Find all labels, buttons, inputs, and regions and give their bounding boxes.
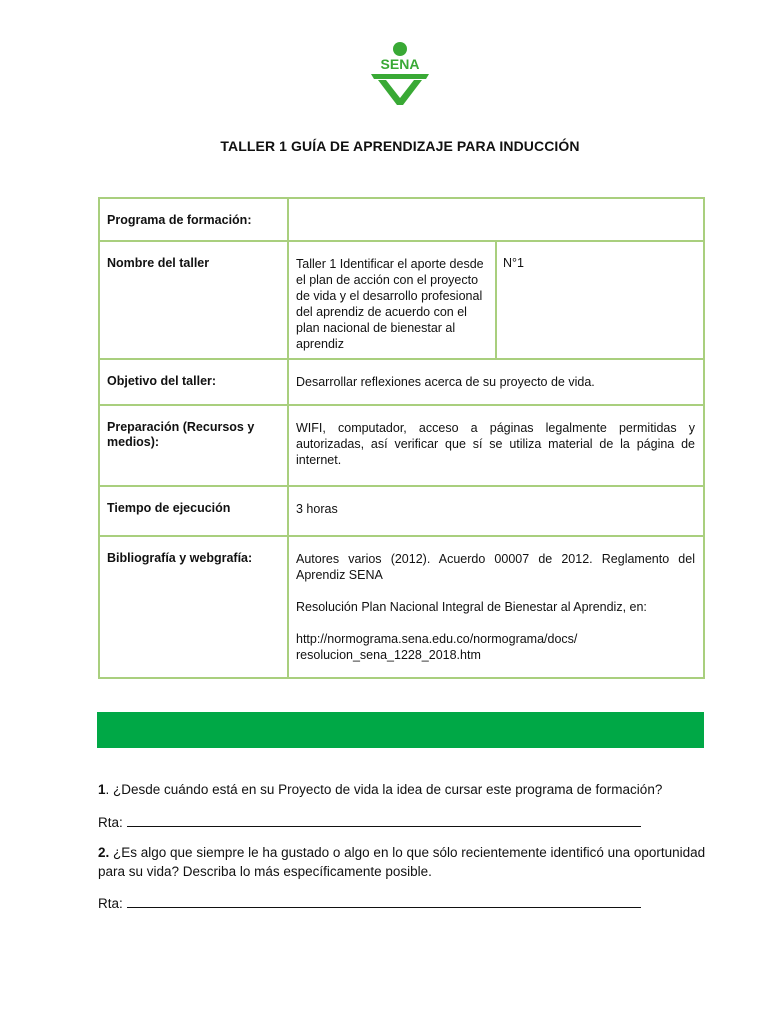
logo-text: SENA xyxy=(380,56,420,72)
taller-number: N°1 xyxy=(496,241,704,359)
biblio-url-part1: http://normograma.sena.edu.co/normograma/docs/ xyxy=(296,632,578,646)
question-2 xyxy=(98,843,708,881)
answer-line-1[interactable] xyxy=(98,814,641,830)
answer-blank[interactable] xyxy=(127,895,641,908)
question-number: 2. xyxy=(98,845,110,860)
question-text: ¿Es algo que siempre le ha gustado o algo en lo que sólo recientemente identificó una oportunidad para su vida? Describa lo más específicamente posible. xyxy=(98,845,706,879)
biblio-link[interactable] xyxy=(296,631,695,663)
question-number: 1 xyxy=(98,782,106,797)
nombre-value: Taller 1 Identificar el aporte desde el plan de acción con el proyecto de vida y el desarrollo profesional del aprendiz de acuerdo con el plan nacional de bienestar al aprendiz xyxy=(288,241,496,359)
info-table xyxy=(98,197,705,679)
answer-blank[interactable] xyxy=(127,814,641,827)
tiempo-value: 3 horas xyxy=(288,486,704,536)
biblio-value xyxy=(288,536,704,678)
biblio-url-part2: resolucion_sena_1228_2018.htm xyxy=(296,648,481,662)
nombre-label: Nombre del taller xyxy=(99,241,288,359)
section-divider-bar xyxy=(97,712,704,748)
table-row xyxy=(99,359,704,405)
preparacion-label: Preparación (Recursos y medios): xyxy=(99,405,288,486)
logo-head-icon xyxy=(393,42,407,56)
table-row xyxy=(99,241,704,359)
table-row xyxy=(99,486,704,536)
programa-label: Programa de formación: xyxy=(99,198,288,241)
logo-arms-icon xyxy=(371,74,429,79)
answer-line-2[interactable] xyxy=(98,895,641,911)
page-title: TALLER 1 GUÍA DE APRENDIZAJE PARA INDUCCIÓN xyxy=(220,138,580,154)
question-1 xyxy=(98,780,708,799)
objetivo-value: Desarrollar reflexiones acerca de su proyecto de vida. xyxy=(288,359,704,405)
sena-logo xyxy=(369,40,431,106)
answer-label: Rta: xyxy=(98,815,123,830)
tiempo-label: Tiempo de ejecución xyxy=(99,486,288,536)
biblio-label: Bibliografía y webgrafía: xyxy=(99,536,288,678)
objetivo-label: Objetivo del taller: xyxy=(99,359,288,405)
question-text: . ¿Desde cuándo está en su Proyecto de vida la idea de cursar este programa de formación? xyxy=(105,782,663,797)
biblio-item: Autores varios (2012). Acuerdo 00007 de 2012. Reglamento del Aprendiz SENA xyxy=(296,552,695,582)
biblio-item: Resolución Plan Nacional Integral de Bienestar al Aprendiz, en: xyxy=(296,600,647,614)
logo-legs-icon xyxy=(378,80,422,105)
preparacion-value: WIFI, computador, acceso a páginas legalmente permitidas y autorizadas, así verificar que sí se utiliza material de la página de internet. xyxy=(288,405,704,486)
programa-value xyxy=(288,198,704,241)
answer-label: Rta: xyxy=(98,896,123,911)
table-row xyxy=(99,405,704,486)
table-row xyxy=(99,198,704,241)
table-row xyxy=(99,536,704,678)
